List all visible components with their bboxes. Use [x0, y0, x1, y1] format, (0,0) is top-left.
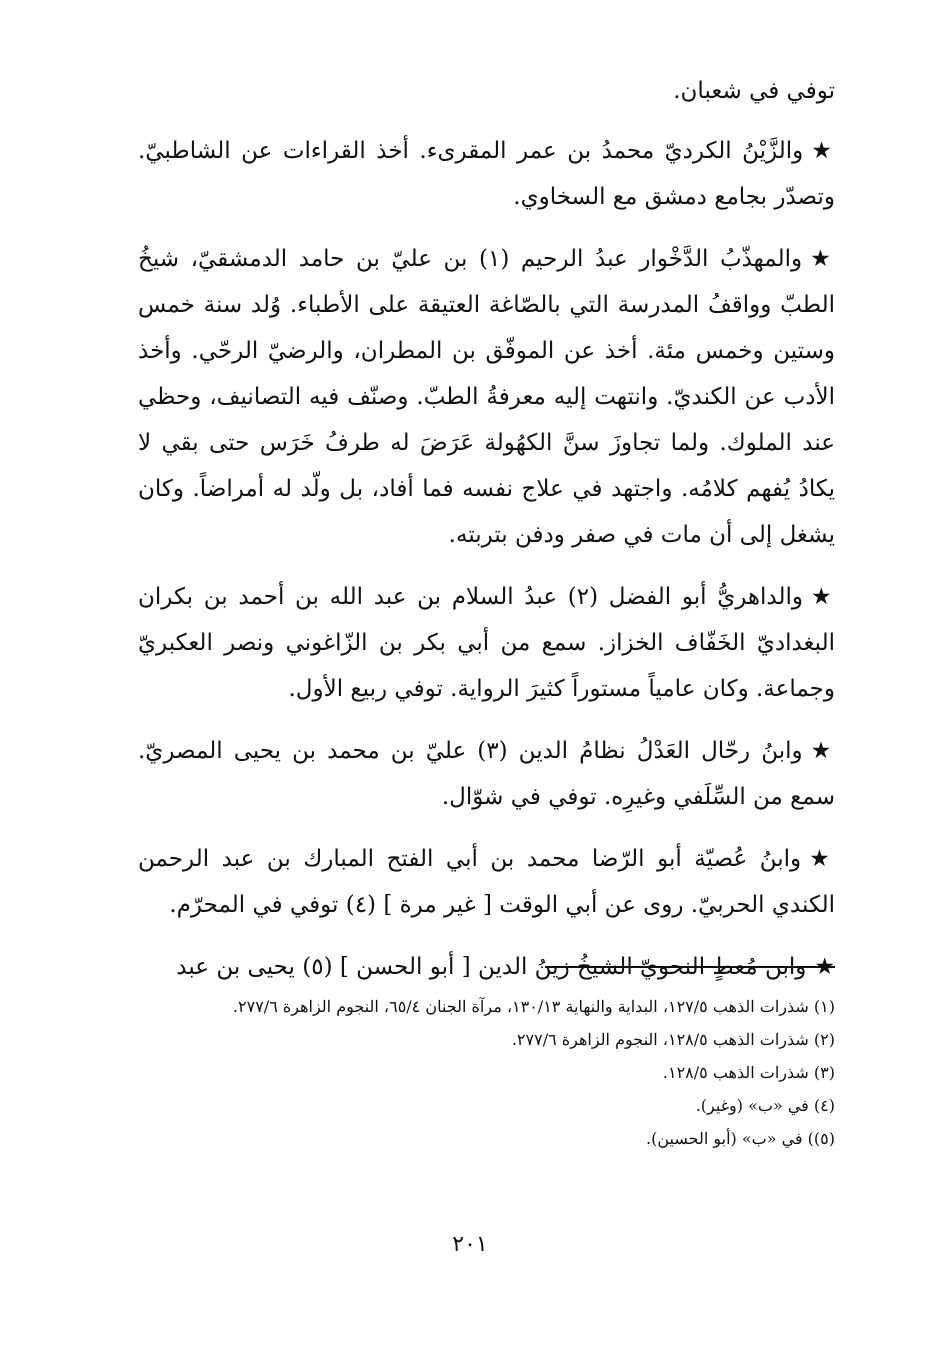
paragraph-text: وابنُ رحّال العَدْلُ نظامُ الدين (٣) عليّ بن محمد بن يحيى المصريّ. سمع من السِّلَفي وغيرِه. توفي في شوّال.: [138, 738, 835, 810]
entry-paragraph: [138, 836, 835, 928]
entry-paragraph: [138, 574, 835, 712]
star-icon: ★: [814, 954, 835, 980]
star-icon: ★: [811, 138, 835, 164]
paragraph-text: توفي في شعبان.: [673, 78, 835, 104]
star-icon: ★: [809, 846, 835, 872]
footnotes: [138, 990, 835, 1155]
paragraph-text: والداهريُّ أبو الفضل (٢) عبدُ السلام بن عبد الله بن أحمد بن بكران البغداديّ الخَفّاف الخزاز. سمع من أبي بكر بن الزّاغوني ونصر العكبريّ وجماعة. وكان عامياً مستوراً كثيرَ الرواية. توفي ربيع الأول.: [138, 584, 835, 702]
footnote: (١) شذرات الذهب ١٢٧/٥، البداية والنهاية ١٣٠/١٣، مرآة الجنان ٦٥/٤، النجوم الزاهرة ٢٧٧/٦.: [232, 997, 835, 1016]
paragraph-text: والمهذّبُ الدَّخْوار عبدُ الرحيم (١) بن عليّ بن حامد الدمشقيّ، شيخُ الطبّ وواقفُ المدرسة التي بالصّاغة العتيقة على الأطباء. وُلد سنة خمس وستين وخمس مئة. أخذ عن الموفّق بن المطران، والرضيّ الرحّي. وأخذ الأدب عن الكنديّ. وانتهت إليه معرفةُ الطبّ. وصنّف فيه التصانيف، وحظي عند الملوك. ولما تجاوزَ سنَّ الكهُولة عَرَضَ له طرفُ خَرَس حتى بقي لا يكادُ يُفهم كلامُه. واجتهد في علاج نفسه فما أفاد، بل ولّد له أمراضاً. وكان يشغل إلى أن مات في صفر ودفن بتربته.: [138, 246, 835, 548]
paragraph-text: وابنُ عُصيّة أبو الرّضا محمد بن أبي الفتح المبارك بن عبد الرحمن الكندي الحربيّ. روى عن أبي الوقت [ غير مرة ] (٤) توفي في المحرّم.: [138, 846, 835, 918]
star-icon: ★: [810, 246, 835, 272]
footnote-divider: [545, 966, 835, 968]
footnote: (٤) في «ب» (وغير).: [695, 1096, 835, 1115]
paragraph: [138, 68, 835, 114]
footnote: (٥)) في «ب» (أبو الحسين).: [646, 1129, 835, 1148]
paragraph-text: والزَّيْنُ الكرديّ محمدُ بن عمر المقرىء. أخذ القراءات عن الشاطبيّ. وتصدّر بجامع دمشق مع السخاوي.: [138, 138, 835, 210]
star-icon: ★: [810, 738, 835, 764]
paragraph-text: وابن مُعطٍ النحويّ الشيخُ زينُ الدين [ أبو الحسن ] (٥) يحيى بن عبد: [176, 954, 807, 980]
entry-paragraph: [138, 128, 835, 220]
page-number: ٢٠١: [452, 1232, 488, 1257]
entry-paragraph: [138, 236, 835, 558]
footnote: (٣) شذرات الذهب ١٢٨/٥.: [662, 1063, 835, 1082]
footnote: (٢) شذرات الذهب ١٢٨/٥، النجوم الزاهرة ٢٧٧/٦.: [511, 1030, 835, 1049]
entry-paragraph: [138, 728, 835, 820]
star-icon: ★: [811, 584, 836, 610]
main-text: [138, 68, 835, 1006]
